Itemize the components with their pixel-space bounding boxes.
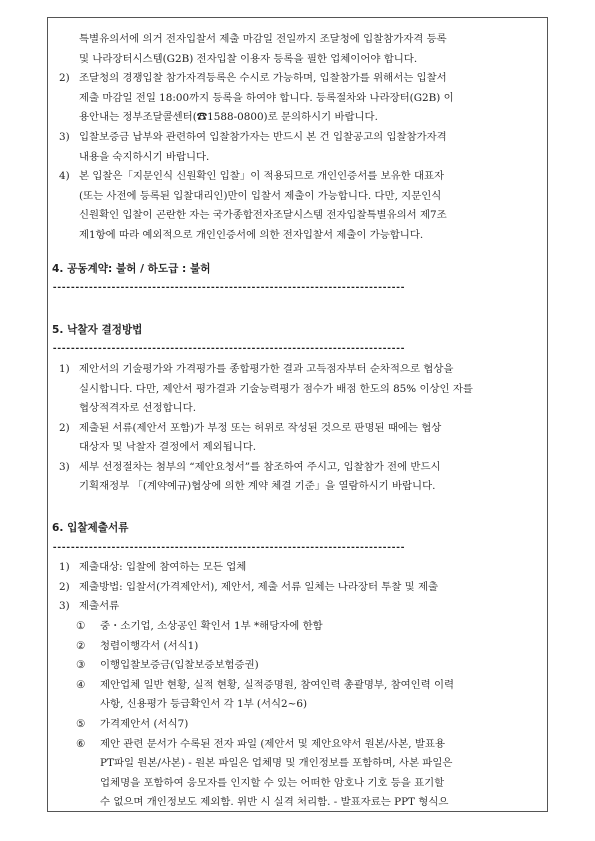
item-line: 본 입찰은「지문인식 신원확인 입찰」이 적용되므로 개인인증서를 보유한 대표자 [79,170,445,183]
circled-number: ③ [76,659,86,672]
document-list-item [50,676,545,715]
item-line: 사항, 신용평가 등급확인서 각 1부 (서식2~6) [100,698,308,711]
item-line: 제안서의 기술평가와 가격평가를 종합평가한 결과 고득점자부터 순차적으로 협상을 [79,362,454,375]
item-line: 입찰보증금 납부와 관련하여 입찰참가자는 반드시 본 건 입찰공고의 입찰참가자격 [79,130,447,143]
section-heading: 6. 입찰제출서류 [52,522,129,535]
document-list-item [50,656,545,676]
item-line: 대상자 및 낙찰자 결정에서 제외됩니다. [79,441,257,454]
item-line: 업체명을 포함하여 응모자를 인지할 수 있는 어떠한 암호나 기호 등을 표기할 [100,776,445,789]
item-line: 중・소기업, 소상공인 확인서 1부 *해당자에 한함 [100,620,323,633]
item-line: 기획재정부 「(계약예규)협상에 의한 계약 체결 기준」을 열람하시기 바랍니다. [79,480,436,493]
document-list-item [50,715,545,735]
circled-number: ② [76,639,86,652]
item-number: 2) [59,421,70,434]
document-body [50,30,545,813]
section6-item [50,578,545,598]
divider-line: ------------------------------------------------------------------------------ [52,542,405,553]
item-number: 1) [59,561,70,574]
item-line: 제출서류 [79,600,120,613]
item-line: 가격제안서 (서식7) [100,718,189,730]
intro-line: 특별유의서에 의거 전자입찰서 제출 마감일 전일까지 조달청에 입찰참가자격 등록 [79,33,447,45]
document-list-item [50,637,545,657]
item-line: 수 없으며 개인정보도 제외함. 위반 시 실격 처리함. - 발표자료는 PPT 형식으 [100,796,449,809]
circled-number: ⑤ [76,718,86,730]
item-line: 제안업체 일반 현황, 실적 현황, 실적증명원, 참여인력 총괄명부, 참여인력 이력 [100,678,455,691]
item-line: 제출 마감일 전일 18:00까지 등록을 하여야 합니다. 등록절차와 나라장터(G2B) 이 [79,91,454,104]
item-line: 이행입찰보증금(입찰보증보험증권) [100,659,259,672]
section5-item [50,458,545,497]
section6-item [50,558,545,578]
item-number: 2) [59,72,70,85]
item-number: 4) [59,170,70,183]
divider-line: ------------------------------------------------------------------------------ [52,344,405,355]
section6-item [50,597,545,617]
section5-item [50,360,545,419]
item-line: 세부 선정절차는 첨부의 “제안요청서”를 참조하여 주시고, 입찰참가 전에 반드시 [79,460,441,473]
item-line: 신원확인 입찰이 곤란한 자는 국가종합전자조달시스템 전자입찰특별유의서 제7조 [79,209,447,222]
item-number: 3) [59,600,70,613]
item-line: PT파일 원본/사본) - 원본 파일은 업체명 및 개인정보를 포함하며, 사본 파일은 [100,757,453,770]
section3-item [50,167,545,245]
item-line: 내용을 숙지하시기 바랍니다. [79,150,210,163]
circled-number: ④ [76,678,86,691]
item-line: 용안내는 정부조달콜센터(☎1588-0800)로 문의하시기 바랍니다. [79,111,378,124]
item-line: 제출된 서류(제안서 포함)가 부정 또는 허위로 작성된 것으로 판명된 때에는 협상 [79,421,442,434]
section5-item [50,419,545,458]
item-number: 2) [59,580,70,593]
item-line: 제1항에 따라 예외적으로 개인인증서에 의한 전자입찰서 제출이 가능합니다. [79,228,424,241]
section3-item [50,128,545,167]
divider-line: ------------------------------------------------------------------------------ [52,283,405,294]
item-line: 제출방법: 입찰서(가격제안서), 제안서, 제출 서류 일체는 나라장터 투찰 및 제출 [79,580,439,593]
item-line: 제출대상: 입찰에 참여하는 모든 업체 [79,561,247,574]
item-number: 3) [59,460,70,473]
circled-number: ⑥ [76,737,86,750]
item-line: 청렴이행각서 (서식1) [100,639,199,652]
circled-number: ① [76,620,86,633]
item-line: 협상적격자로 선정합니다. [79,402,197,415]
item-line: (또는 사전에 등록된 입찰대리인)만이 입찰서 제출이 가능합니다. 다만, 지문인식 [79,189,442,202]
item-line: 제안 관련 문서가 수록된 전자 파일 (제안서 및 제안요약서 원본/사본, 발표용 [100,737,446,750]
section3-item [50,69,545,128]
section-heading: 4. 공동계약: 불허 / 하도급 : 불허 [52,262,211,275]
item-line: 조달청의 경쟁입찰 참가자격등록은 수시로 가능하며, 입찰참가를 위해서는 입찰서 [79,72,447,85]
intro-line: 및 나라장터시스템(G2B) 전자입찰 이용자 등록을 필한 업체이어야 합니다. [79,52,418,65]
document-list-item [50,617,545,637]
item-line: 실시합니다. 다만, 제안서 평가결과 기술능력평가 점수가 배점 한도의 85% 이상인 자를 [79,382,473,395]
document-list-item [50,735,545,813]
section-heading: 5. 낙찰자 결정방법 [52,323,143,336]
item-number: 1) [59,362,70,375]
item-number: 3) [59,130,70,143]
